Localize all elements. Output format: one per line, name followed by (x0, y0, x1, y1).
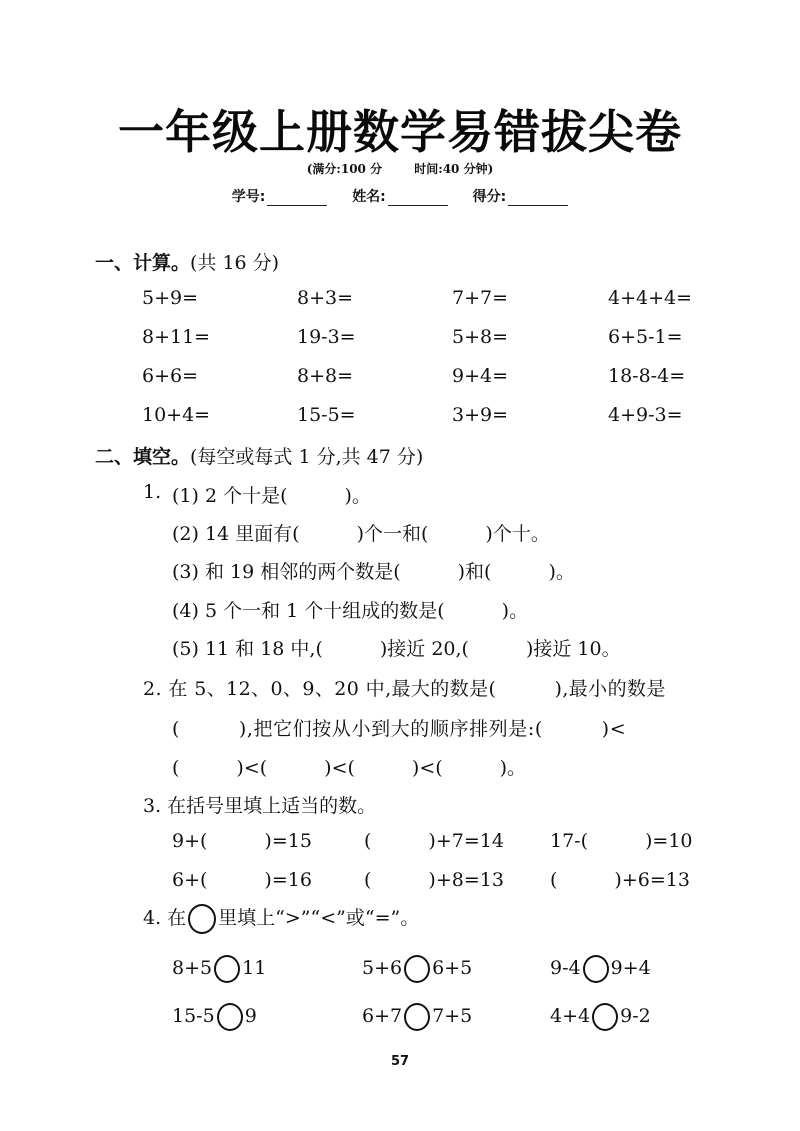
q1-number: 1. (143, 481, 162, 503)
calc-item: 8+3= (297, 287, 354, 309)
q3-item: ( )+7=14 (364, 830, 504, 852)
circle-icon (188, 904, 216, 934)
q3-prompt: 3. 在括号里填上适当的数。 (143, 795, 377, 817)
q4-prompt: 4. 在 里填上“>”“<”或“=”。 (143, 903, 419, 934)
compare-circle[interactable] (592, 1003, 618, 1031)
compare-item: 6+7 7+5 (362, 1003, 472, 1031)
q3-item: 9+( )=15 (172, 830, 312, 852)
q3-item: ( )+8=13 (364, 869, 504, 891)
q1-item: (3) 和 19 相邻的两个数是( )和( )。 (172, 561, 575, 583)
q2-line: ( ),把它们按从小到大的顺序排列是:( )< (172, 718, 627, 740)
exam-meta (0, 160, 800, 177)
score-blank[interactable] (508, 191, 568, 206)
compare-circle[interactable] (404, 1003, 430, 1031)
name-blank[interactable] (388, 191, 448, 206)
compare-circle[interactable] (214, 955, 240, 983)
student-number-field[interactable]: 学号: (232, 186, 328, 206)
q2-line: 2. 在 5、12、0、9、20 中,最大的数是( ),最小的数是 (143, 678, 666, 700)
compare-circle[interactable] (217, 1003, 243, 1031)
calc-item: 7+7= (452, 287, 509, 309)
calc-item: 5+8= (452, 326, 509, 348)
calc-item: 18-8-4= (608, 365, 686, 387)
compare-item: 8+5 11 (172, 955, 266, 983)
student-number-blank[interactable] (267, 191, 327, 206)
time-limit: 时间:40 分钟) (414, 162, 494, 176)
calc-item: 4+9-3= (608, 404, 683, 426)
full-score: (满分:100 分 (306, 162, 383, 176)
score-field[interactable]: 得分: (473, 186, 569, 206)
calc-item: 6+6= (142, 365, 199, 387)
q3-item: 17-( )=10 (550, 830, 693, 852)
section1-heading: 一、计算。(共 16 分) (95, 252, 280, 274)
q1-item: (5) 11 和 18 中,( )接近 20,( )接近 10。 (172, 638, 621, 660)
compare-item: 4+4 9-2 (550, 1003, 651, 1031)
calc-item: 6+5-1= (608, 326, 683, 348)
calc-item: 19-3= (297, 326, 356, 348)
q1-item: (1) 2 个十是( )。 (172, 485, 371, 507)
page-title: 一年级上册数学易错拔尖卷 (118, 105, 682, 159)
q1-item: (4) 5 个一和 1 个十组成的数是( )。 (172, 600, 529, 622)
calc-item: 10+4= (142, 404, 211, 426)
calc-item: 8+11= (142, 326, 211, 348)
q2-line: ( )<( )<( )<( )。 (172, 757, 527, 779)
compare-circle[interactable] (404, 955, 430, 983)
student-info (0, 186, 800, 206)
name-field[interactable]: 姓名: (352, 186, 448, 206)
q3-item: ( )+6=13 (550, 869, 690, 891)
compare-item: 15-5 9 (172, 1003, 257, 1031)
calc-item: 4+4+4= (608, 287, 693, 309)
calc-item: 15-5= (297, 404, 356, 426)
calc-item: 3+9= (452, 404, 509, 426)
calc-item: 8+8= (297, 365, 354, 387)
compare-item: 5+6 6+5 (362, 955, 472, 983)
section2-heading: 二、填空。(每空或每式 1 分,共 47 分) (95, 446, 424, 468)
compare-item: 9-4 9+4 (550, 955, 651, 983)
calc-item: 5+9= (142, 287, 199, 309)
page-number: 57 (390, 1054, 410, 1069)
q1-item: (2) 14 里面有( )个一和( )个十。 (172, 523, 550, 545)
compare-circle[interactable] (583, 955, 609, 983)
calc-item: 9+4= (452, 365, 509, 387)
q3-item: 6+( )=16 (172, 869, 312, 891)
